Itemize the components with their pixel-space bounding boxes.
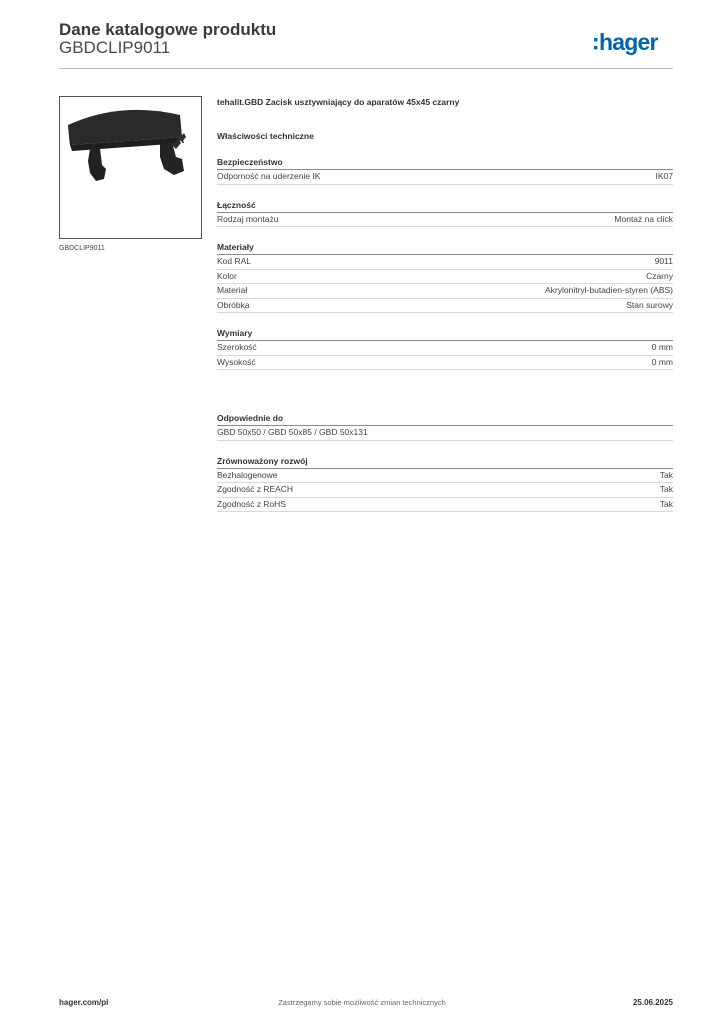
section-title: Łączność [217,199,673,213]
row-value: Montaż na click [614,213,673,224]
section-materials [217,241,673,313]
row-label: Materiał [217,285,248,295]
row-label: Szerokość [217,342,257,352]
footer-website-link[interactable]: hager.com/pl [59,998,109,1007]
section-title: Wymiary [217,327,673,341]
product-clip-illustration [60,97,201,238]
table-row [217,284,673,299]
row-label: Bezhalogenowe [217,469,278,480]
row-label: Wysokość [217,356,256,367]
row-value: Akrylonitryl-butadien-styren (ABS) [544,285,673,295]
row-label: Rodzaj montażu [217,213,279,224]
row-value: Tak [659,498,673,509]
datasheet-content [217,96,673,512]
section-title: Zrównoważony rozwój [217,455,673,469]
row-label: Kolor [217,270,237,281]
table-row [217,483,673,498]
header-divider [59,68,673,69]
table-row [217,356,673,371]
table-row [217,255,673,270]
section-suitable-for [217,412,673,441]
table-row [217,170,673,185]
footer-disclaimer: Zastrzegamy sobie możliwość zmian technicznych [278,998,446,1007]
section-title: Odpowiednie do [217,412,673,426]
table-row [217,469,673,484]
suitable-for-value: GBD 50x50 / GBD 50x85 / GBD 50x131 [217,426,673,441]
section-title: Bezpieczeństwo [217,156,673,170]
row-value: 0 mm [651,342,673,352]
row-value: Tak [659,484,673,494]
row-label: Zgodność z REACH [217,484,294,494]
section-connectivity [217,199,673,228]
image-caption: GBDCLIP9011 [59,245,105,252]
footer-date: 25.06.2025 [632,998,673,1007]
table-row [217,270,673,285]
row-value: Stan surowy [626,299,673,310]
section-sustainability [217,455,673,513]
section-dimensions [217,327,673,370]
row-label: Zgodność z RoHS [217,498,286,509]
section-title: Materiały [217,241,673,255]
table-row [217,498,673,513]
row-value: Tak [659,469,673,480]
table-row [217,299,673,314]
product-code: GBDCLIP9011 [59,38,171,57]
svg-text:hager: hager [599,29,658,55]
product-image [59,96,202,239]
hager-logo [593,26,675,58]
table-row [217,213,673,228]
section-safety [217,156,673,185]
row-label: Obróbka [217,299,250,310]
row-value: 0 mm [651,356,673,367]
table-row [217,341,673,356]
row-value: 9011 [654,256,673,266]
row-value: Czarny [646,270,673,281]
row-label: Odporność na uderzenie IK [217,171,321,181]
row-value: IK07 [655,171,673,181]
document-title: Dane katalogowe produktu [59,20,277,39]
technical-properties-title: Właściwości techniczne [217,131,314,141]
row-label: Kod RAL [217,256,252,266]
product-description: tehalit.GBD Zacisk usztywniający do aparatów 45x45 czarny [217,97,460,107]
